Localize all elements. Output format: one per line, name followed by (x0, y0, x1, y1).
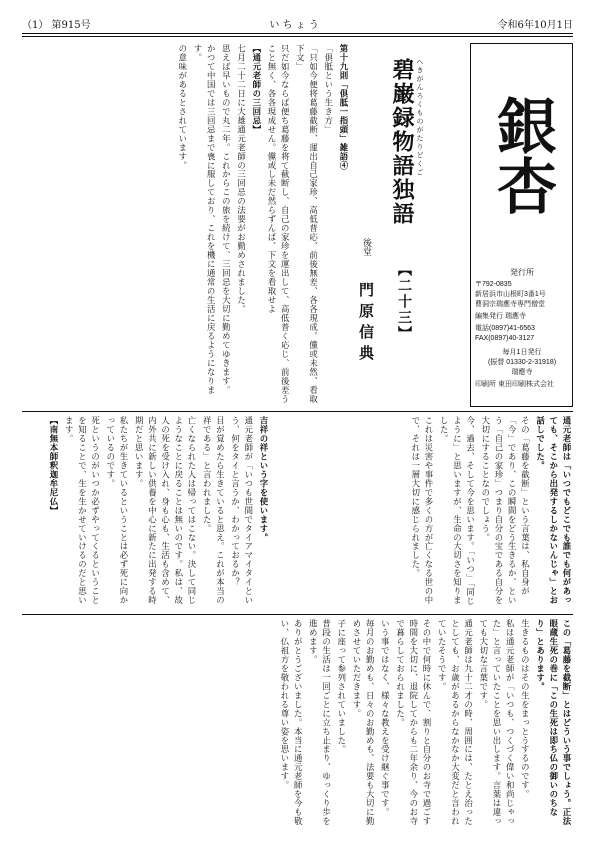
mid-right-columns-paragraph: これは災害や事件で多くの方が亡くなる世の中で、それは一層大切に感じられました。 (410, 416, 434, 605)
fax: FAX(0897)40-3127 (475, 335, 535, 342)
author-role: 後堂 (361, 238, 371, 256)
masthead (470, 43, 573, 407)
top-columns-paragraph: 七月二十二日に大雄通元老師の三回忌の法要がお勤めされました。 (236, 44, 247, 314)
phone: 電話(0897)41-6563 (475, 325, 535, 332)
top-columns-paragraph: 【通元老師の三回忌】 (251, 44, 262, 134)
author-name: 門原信典 (357, 282, 375, 366)
mid-left-columns-paragraph: 吉祥の祥という字を使います。 (258, 416, 269, 542)
bottom-columns-paragraph: 私は通元老師が「いつも、つくづく偉い和尚じゃった」と言っていたことを思い出します。言葉は違っても大切な言葉です。 (478, 619, 516, 826)
bottom-columns-paragraph: この「葛藤を截断」とはどういう事でしょう。正法眼蔵生死の巻に「この生死は即ち仏の御いのちなり」とあります。 (535, 619, 572, 826)
top-columns-paragraph: 「俱胝という生き方」 (323, 44, 334, 134)
publisher-label: 発行所 (510, 268, 534, 277)
bottom-columns-paragraph: 通元老師は九十二才の時、周囲には、たとえ治ったとしても、お歳があるからなかなか大変だと言われていたそうです。 (437, 619, 474, 826)
bottom-columns-paragraph: 子に座って参列されていました。 (336, 619, 347, 754)
section-divider-lower (22, 614, 573, 615)
mid-left-columns-paragraph: 目が覚めたら生きていると思え。これが本当の祥である」と言われました。 (202, 416, 226, 605)
transfer-account: (振替 01330-2-31918) (487, 359, 557, 366)
editor: 編集発行 瑞應寺 (475, 313, 526, 320)
article-title: 碧巌録物語独語 (389, 58, 415, 226)
mid-left-columns-paragraph: 亡くなられた人は帰ってはこない。決して同じようなことに戻ることは無いのです。私は、故人の死を受け入れ、身も心も、生活も含めて、内外共に新しい供養を中心に新たに出発する時期だと思います。 (134, 416, 197, 605)
logo-title: 銀杏 (487, 95, 557, 215)
top-columns-paragraph: 思えば早いもので丸二年。これからこの旅を続けて、三回忌を大切に勤めてゆきます。 (221, 44, 232, 395)
mid-left-columns-paragraph: 【南無本師釈迦牟尼仏】 (48, 416, 59, 515)
transfer-name: 瑞應寺 (511, 369, 533, 376)
article-part: 【二十三】 (396, 262, 412, 342)
mid-right-columns-paragraph: その「葛藤を截断」という言葉は、私自身が「今」であり、この瞬間をどう生きるか、という「自己の家珍」つまり自分の宝である自分を大切にすることなのでしょう。 (480, 416, 531, 605)
mid-left-columns-paragraph: 通元老師が「いつも世間でタイアマイタイという、何をタイと言うか、わかっておるか？ (230, 416, 254, 605)
issue-date: 令和6年10月1日 (497, 19, 573, 31)
mid-left-columns-paragraph: 私たちが生きているということは必ず死に向かっているのです。 (105, 416, 129, 605)
issue-frequency: 毎月1日発行 (502, 349, 542, 356)
header-rule-thin (22, 36, 573, 37)
section-divider (22, 411, 573, 412)
title-ruby: へきがんろくものがたりどくご (416, 58, 424, 177)
paper-name: い ち ょ う (269, 19, 319, 31)
printer: 印刷所 東田印刷株式会社 (475, 381, 554, 388)
mid-right-columns-paragraph: 今、過去、そして今を思います。「いつ」「同じように」と思いますが、生命の大切さを知りました。 (439, 416, 476, 606)
mid-right-columns-paragraph: 通元老師は「いつでもどこでも誰でも何があっても、そこから出発するしかないんじゃ」とお話しでした。 (535, 416, 572, 605)
page-header (22, 16, 573, 30)
bottom-columns-paragraph: その中で何時に休んで、割りと自分のお寺で過ごす時間を大切に、退院してからも二年余り、今のお寺で暮らしておられました。 (395, 619, 432, 826)
top-columns-paragraph: の意味があるとされています。 (177, 44, 188, 170)
bottom-columns-paragraph: 毎月のお勤めも、日々のお勤めも、法要も大切に勤めさせていただきます。 (351, 619, 376, 826)
temple-name: 曹洞宗瑞應寺専門僧堂 (475, 301, 545, 308)
top-columns-paragraph: 「只如今便将葛藤截断、運出自己家珍、高低普応、前後無差、各各現成。儻或未然、看取下文」 (295, 44, 319, 404)
address: 新居浜市山根町3番1号 (475, 291, 546, 298)
top-columns-paragraph: かつて中国では三回忌まで喪に服しており、これを機に通常の生活に戻るようになります。 (192, 44, 217, 395)
top-columns-paragraph: 只だ如今ならば便ち葛藤を将て截断し、自己の家珍を運出して、高低普く応じ、前後差うこと無く、各各現成せん。儻或し未だ然らずんば、下文を看取せよ (266, 44, 291, 404)
issue-number: （1） 第915号 (22, 19, 91, 31)
bottom-columns-paragraph: 生きるものはその生をまっとうするのです。 (520, 619, 531, 799)
top-columns-paragraph: 第十九則「俱胝一指頭」雑語④ (338, 44, 349, 170)
bottom-columns-paragraph: 普段の生活は一回ごとに立ち止まり、ゆっくり歩を進めます。 (308, 619, 332, 826)
postal-code: 〒792-0835 (475, 281, 512, 288)
mid-left-columns-paragraph: 死というのがいつか必ずやってくるということを知ることで、生を生かせていけるのだと思います。 (64, 416, 101, 605)
bottom-columns-paragraph: いう事ではなく、様々な教えを受け継ぐ事です。 (380, 619, 391, 817)
bottom-columns-paragraph: ありがとうございました。本当に通元老師を今も敬い、仏祖方を敬われる尊い姿を思います。 (279, 619, 304, 826)
header-rule (22, 33, 573, 34)
